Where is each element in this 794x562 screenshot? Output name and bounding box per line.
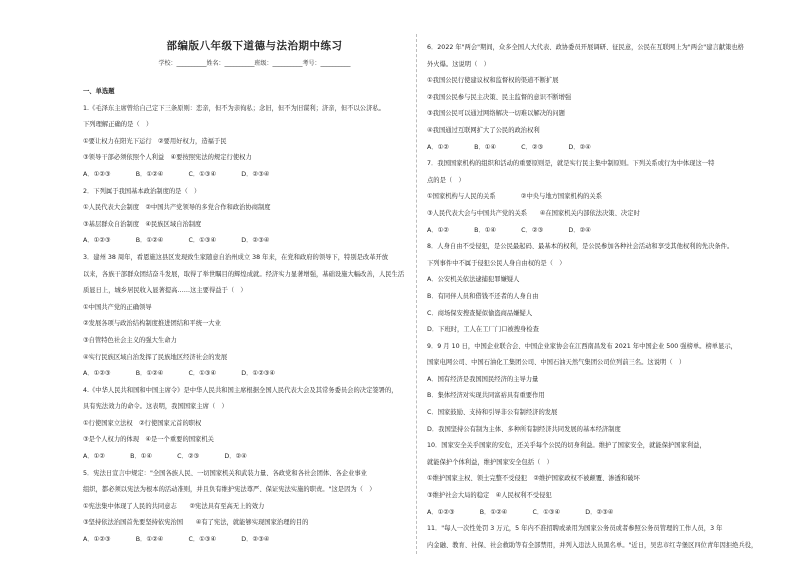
question-line: C．国家鼓励、支持和引导非公有制经济的发展 — [427, 409, 558, 417]
question-line: B．集体经济对实现共同富裕具有重要作用 — [427, 392, 545, 400]
question-line: 7．我国国家机构的组织和活动的重要原则是，就是实行民主集中制原则。下列关系或行为中体现这一特 — [427, 160, 715, 168]
right-question-list — [427, 40, 770, 554]
question-line: ①国家机构与人民的关系 ②中央与地方国家机构的关系 — [427, 193, 603, 201]
question-line: 就能保护个体利益，维护国家安全包括（ ） — [427, 458, 553, 466]
question-line: 下列事件中不属于侵犯公民人身自由权的是（ ） — [427, 259, 566, 267]
left-column — [83, 38, 426, 549]
question-line: C．商场保安搜查疑似偷盗商品嫌疑人 — [427, 309, 533, 317]
page-title: 部编版八年级下道德与法治期中练习 — [166, 40, 343, 52]
question-line: ③坚持依法治国首先要坚持依宪治国 ④有了宪法，就能够实现国家治理的目的 — [83, 519, 309, 527]
question-line: ①维护国家主权、领土完整不受侵犯 ②维护国家政权不被颠覆、渗透和破坏 — [427, 475, 640, 483]
question-line: A．①②③ B．①②④ C．①③④ D．②③④ — [83, 170, 270, 178]
question-line: 下列理解正确的是（ ） — [83, 121, 153, 129]
question-line: 10．国家安全关乎国家的安危，还关乎每个公民的切身利益。维护了国家安全，就能保护国家利益， — [427, 442, 706, 450]
question-line: 8．人身自由不受侵犯，是公民最起码、最基本的权利，是公民参加各种社会活动和享受其他权利的先决条件。 — [427, 243, 734, 251]
question-line: 外火爆。这说明（ ） — [427, 60, 490, 68]
question-line: ③领导干部必须依照个人利益 ④要按照宪法的规定行使权力 — [83, 154, 252, 162]
question-line: 9．9 月 10 日，中国企业联合会、中国企业家协会在江西南昌发布 2021 年中国企业 500 强榜单。榜单显示， — [427, 342, 737, 350]
question-line: 以来，各族干部群众团结奋斗发展，取得了举世瞩目的辉煌成就。经济实力显著增强，基础设施大幅改善，人民生活 — [83, 270, 405, 278]
question-line: D．我国坚持公有制为主体、多种所有制经济共同发展的基本经济制度 — [427, 425, 621, 433]
question-line: ③自管特色社会主义的强大生命力 — [83, 336, 177, 344]
question-line: A．①②③ B．①②④ C．①③④ D．②③④ — [83, 237, 270, 245]
student-info-line: 学校：__________姓名：__________班级：__________考号：__________ — [158, 60, 351, 67]
question-line: 内金融、教育、社保、社会救助等有全部禁用，并列入违法人员黑名单。"近日，吴忠市红寺堡区四位青年因拒绝兵役， — [427, 541, 758, 549]
question-line: ③是个人权力的体现 ④是一个重要的国家机关 — [83, 436, 214, 444]
left-question-list — [83, 101, 426, 549]
question-line: 1.《毛泽东主席曾给自己定下三条原则：恋亲，但不为亲徇私；念旧，但不为旧谋利；济亲，但不以公济私。 — [83, 104, 385, 112]
question-line: A．①② B．①④ C．②③ D．②④ — [83, 453, 247, 461]
question-line: 具有宪法效力的命令。这表明，我国国家主席（ ） — [83, 403, 228, 411]
question-line: ①人民代表大会制度 ②中国共产党领导的多党合作和政治协商制度 — [83, 204, 271, 212]
question-line: 11．"每人一次性处罚 3 万元，5 年内不准招聘或录用为国家公务员或者参照公务员管理的工作人员，3 年 — [427, 525, 723, 533]
question-line: B．有同伴人员和借钱不还者的人身自由 — [427, 292, 539, 300]
question-line: A．国有经济是我国国民经济的主导力量 — [427, 375, 539, 383]
question-line: ①宪法集中体现了人民的共同意志 ②宪法具有至高无上的效力 — [83, 502, 265, 510]
question-line: A．①② B．①④ C．②③ D．②④ — [427, 226, 591, 234]
question-line: ②发展各项与政治结构制度推进团结和平统一大业 — [83, 320, 221, 328]
question-line: ④实行民族区域自治发挥了民族地区经济社会的发展 — [83, 353, 228, 361]
question-line: 国家电网公司、中国石油化工集团公司、中国石油天然气集团公司位列前三名。这说明（ ） — [427, 359, 686, 367]
question-line: ③人民代表大会与中国共产党的关系 ④在国家机关内部依法决策、决定时 — [427, 209, 640, 217]
question-line: 4.《中华人民共和国和中国主席令》是中华人民共和国主席根据全国人民代表大会及其常务委员会的决定签署的， — [83, 386, 398, 394]
column-divider — [416, 34, 417, 554]
question-line: A．①②③ B．①②④ C．①③④ D．①②③④ — [83, 370, 276, 378]
question-line: ③基层群众自治制度 ④民族区域自治制度 — [83, 220, 202, 228]
question-line: ④我国通过互联网扩大了公民的政治权利 — [427, 126, 540, 134]
question-line: D．下班时，工人在工厂门口被搜身检查 — [427, 326, 539, 334]
question-line: ③维护社会大局的稳定 ④人民权利不受侵犯 — [427, 492, 552, 500]
question-line: 6．2022 年"两会"期间，众多全国人大代表、政协委员开展调研、征民意，公民在互联网上为"两会"建言献策也格 — [427, 44, 744, 51]
section-heading: 一、单选题 — [83, 88, 115, 95]
question-line: 组织，都必须以宪法为根本的活动准则，并且负有维护宪法尊严、保证宪法实施的职责。"这是因为（ ） — [83, 486, 376, 494]
question-line: ②我国公民参与民主决策、民主监督的意识不断增强 — [427, 93, 572, 101]
question-line: 2．下列属于我国基本政治制度的是（ ） — [83, 187, 201, 195]
question-line: ①行使国家立法权 ②行使国家元首的职权 — [83, 419, 202, 427]
question-line: 3．建州 38 周年，看恩施这县区发现致生家随意自治州成立 38 年来，在党和政府的领导下，特别是改革开放 — [83, 253, 389, 261]
question-line: 质显日上，城乡居民收入显著提高……这主要得益于（ ） — [83, 287, 247, 295]
question-line: ①中国共产党的正确领导 — [83, 303, 152, 311]
question-line: A．公安机关依法逮捕犯罪嫌疑人 — [427, 276, 520, 284]
question-line: 点的是（ ） — [427, 176, 465, 184]
right-column — [427, 40, 770, 554]
question-line: ①我国公民行使建议权和监督权的渠道不断扩展 — [427, 77, 559, 85]
question-line: ①要让权力在阳光下运行 ②要用好权力，造福于民 — [83, 137, 227, 145]
question-line: 5．宪法日宣言中规定："全国各族人民、一切国家机关和武装力量、各政党和各社会团体、各企业事业 — [83, 469, 367, 477]
question-line: ③我国公民可以通过网络解决一切难以解决的问题 — [427, 110, 565, 118]
question-line: A．①② B．①④ C．②③ D．②④ — [427, 143, 591, 151]
question-line: A．①②③ B．①②④ C．①③④ D．②③④ — [83, 536, 270, 544]
question-line: A．①②③ B．①②④ C．①③④ D．②③④ — [427, 508, 614, 516]
